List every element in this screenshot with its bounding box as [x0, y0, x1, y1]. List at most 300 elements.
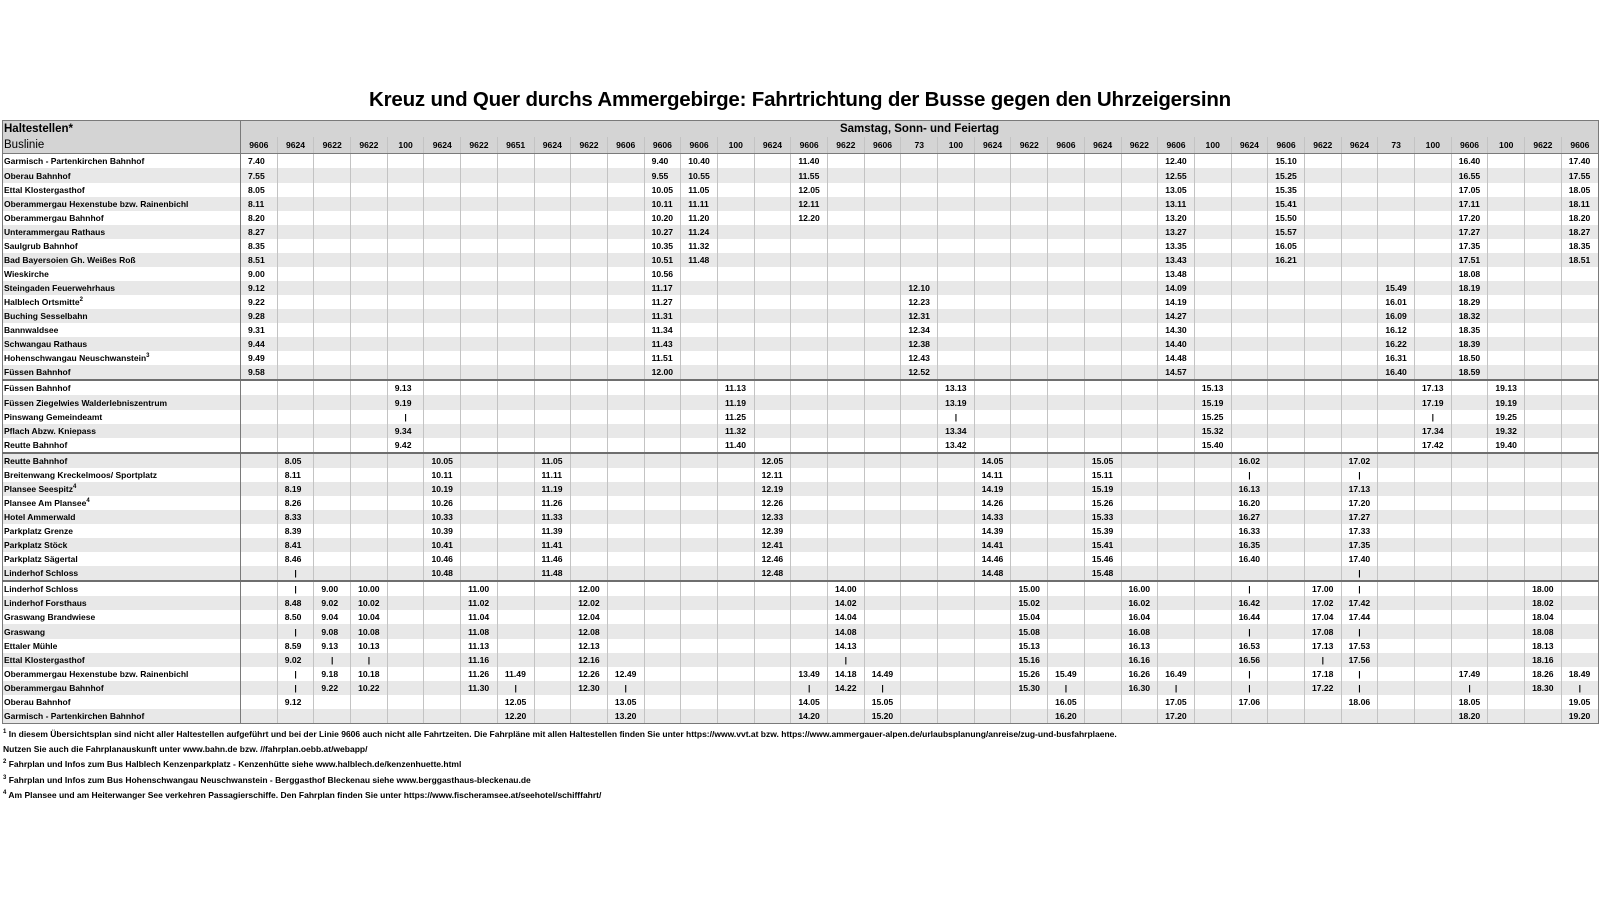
departure-time	[1415, 496, 1452, 510]
departure-time	[497, 453, 534, 468]
departure-time: 10.48	[424, 566, 461, 581]
departure-time	[277, 211, 314, 225]
departure-time	[1304, 695, 1341, 709]
departure-time	[1451, 639, 1488, 653]
departure-time	[1084, 281, 1121, 295]
departure-time	[534, 183, 571, 197]
departure-time	[828, 323, 865, 337]
departure-time	[1488, 581, 1525, 596]
departure-time	[1488, 468, 1525, 482]
departure-time	[461, 510, 498, 524]
departure-time	[938, 566, 975, 581]
departure-time	[497, 596, 534, 610]
departure-time	[1158, 552, 1195, 566]
departure-time	[1011, 295, 1048, 309]
departure-time: 18.05	[1561, 183, 1598, 197]
departure-time	[1011, 410, 1048, 424]
departure-time	[1011, 323, 1048, 337]
departure-time	[901, 610, 938, 624]
departure-time	[1415, 351, 1452, 365]
table-row	[3, 624, 1599, 638]
departure-time	[1561, 281, 1598, 295]
departure-time: 12.55	[1158, 168, 1195, 182]
departure-time: 15.39	[1084, 524, 1121, 538]
departure-time	[534, 424, 571, 438]
departure-time: 10.39	[424, 524, 461, 538]
departure-time	[1341, 183, 1378, 197]
departure-time	[1304, 709, 1341, 724]
departure-time	[1378, 681, 1415, 695]
departure-time	[1048, 267, 1085, 281]
departure-time	[424, 225, 461, 239]
departure-time	[1525, 154, 1562, 169]
departure-time: |	[497, 681, 534, 695]
stop-name: Garmisch - Partenkirchen Bahnhof	[3, 154, 241, 169]
departure-time	[1084, 295, 1121, 309]
departure-time: 8.39	[277, 524, 314, 538]
departure-time: 16.40	[1378, 365, 1415, 380]
departure-time: 11.04	[461, 610, 498, 624]
departure-time	[1231, 566, 1268, 581]
departure-time	[864, 295, 901, 309]
departure-time	[1451, 438, 1488, 453]
departure-time	[1304, 552, 1341, 566]
departure-time	[1488, 624, 1525, 638]
departure-time	[938, 581, 975, 596]
departure-time: 15.26	[1011, 667, 1048, 681]
departure-time	[1378, 168, 1415, 182]
departure-time	[1304, 267, 1341, 281]
departure-time	[1561, 453, 1598, 468]
departure-time	[1084, 424, 1121, 438]
departure-time	[1488, 524, 1525, 538]
departure-time: 9.42	[387, 438, 424, 453]
departure-time	[1451, 524, 1488, 538]
departure-time	[864, 566, 901, 581]
departure-time	[497, 496, 534, 510]
departure-time	[1048, 538, 1085, 552]
departure-time	[497, 624, 534, 638]
departure-time: |	[1048, 681, 1085, 695]
departure-time	[1268, 410, 1305, 424]
departure-time	[351, 524, 388, 538]
departure-time	[864, 410, 901, 424]
departure-time	[828, 351, 865, 365]
departure-time: 15.13	[1194, 380, 1231, 395]
departure-time	[1268, 667, 1305, 681]
bus-line-number: 100	[1415, 137, 1452, 154]
departure-time	[864, 395, 901, 409]
departure-time	[1304, 154, 1341, 169]
departure-time	[1488, 337, 1525, 351]
departure-time: 17.51	[1451, 253, 1488, 267]
departure-time	[351, 154, 388, 169]
departure-time	[1121, 424, 1158, 438]
departure-time	[1341, 281, 1378, 295]
departure-time	[1048, 482, 1085, 496]
departure-time	[864, 183, 901, 197]
departure-time	[534, 295, 571, 309]
departure-time: 17.04	[1304, 610, 1341, 624]
departure-time	[644, 581, 681, 596]
departure-time	[864, 337, 901, 351]
departure-time	[681, 524, 718, 538]
departure-time	[424, 653, 461, 667]
departure-time	[387, 168, 424, 182]
departure-time: 12.05	[497, 695, 534, 709]
footnote-marker: 4	[72, 483, 77, 490]
departure-time	[607, 337, 644, 351]
departure-time	[534, 438, 571, 453]
departure-time	[717, 154, 754, 169]
departure-time	[1121, 197, 1158, 211]
departure-time	[1268, 424, 1305, 438]
departure-time	[1525, 323, 1562, 337]
departure-time	[681, 566, 718, 581]
departure-time	[754, 380, 791, 395]
departure-time: 15.05	[1084, 453, 1121, 468]
departure-time	[607, 510, 644, 524]
departure-time	[938, 351, 975, 365]
departure-time	[534, 211, 571, 225]
departure-time	[681, 410, 718, 424]
departure-time: |	[607, 681, 644, 695]
departure-time	[387, 610, 424, 624]
departure-time	[754, 365, 791, 380]
departure-time	[1121, 309, 1158, 323]
departure-time	[717, 496, 754, 510]
departure-time	[1525, 438, 1562, 453]
departure-time	[938, 610, 975, 624]
departure-time	[461, 482, 498, 496]
departure-time	[1231, 267, 1268, 281]
departure-time: 18.35	[1451, 323, 1488, 337]
departure-time	[791, 566, 828, 581]
departure-time: 15.49	[1048, 667, 1085, 681]
departure-time	[1194, 253, 1231, 267]
departure-time	[1378, 183, 1415, 197]
departure-time	[1268, 538, 1305, 552]
departure-time	[351, 225, 388, 239]
stop-name: Linderhof Schloss	[3, 581, 241, 596]
departure-time	[314, 225, 351, 239]
departure-time	[1048, 552, 1085, 566]
bus-line-number: 9606	[864, 137, 901, 154]
departure-time	[1121, 337, 1158, 351]
departure-time	[1231, 154, 1268, 169]
footnotes	[3, 727, 1593, 803]
departure-time	[607, 225, 644, 239]
departure-time	[1378, 225, 1415, 239]
departure-time: |	[314, 653, 351, 667]
departure-time: 17.35	[1451, 239, 1488, 253]
departure-time	[571, 309, 608, 323]
departure-time	[1341, 309, 1378, 323]
departure-time	[1158, 653, 1195, 667]
departure-time	[901, 410, 938, 424]
departure-time	[901, 624, 938, 638]
departure-time	[717, 453, 754, 468]
departure-time: 10.27	[644, 225, 681, 239]
departure-time: 15.10	[1268, 154, 1305, 169]
bus-line-number: 100	[387, 137, 424, 154]
departure-time	[938, 524, 975, 538]
departure-time	[497, 365, 534, 380]
departure-time	[497, 281, 534, 295]
departure-time	[864, 168, 901, 182]
departure-time	[424, 295, 461, 309]
departure-time: 12.19	[754, 482, 791, 496]
departure-time	[1268, 496, 1305, 510]
departure-time	[351, 197, 388, 211]
departure-time	[1011, 510, 1048, 524]
departure-time	[938, 538, 975, 552]
departure-time	[277, 709, 314, 724]
departure-time: 8.05	[277, 453, 314, 468]
departure-time	[717, 197, 754, 211]
departure-time: 15.05	[864, 695, 901, 709]
departure-time: 10.35	[644, 239, 681, 253]
departure-time	[938, 154, 975, 169]
departure-time	[277, 323, 314, 337]
departure-time: 14.18	[828, 667, 865, 681]
departure-time: 14.02	[828, 596, 865, 610]
departure-time	[901, 225, 938, 239]
stop-name: Parkplatz Sägertal	[3, 552, 241, 566]
departure-time	[1158, 624, 1195, 638]
departure-time	[1048, 281, 1085, 295]
departure-time	[571, 424, 608, 438]
departure-time	[901, 667, 938, 681]
departure-time	[864, 482, 901, 496]
departure-time: 11.51	[644, 351, 681, 365]
departure-time	[644, 695, 681, 709]
departure-time	[864, 323, 901, 337]
departure-time	[351, 695, 388, 709]
bus-line-number: 9622	[1121, 137, 1158, 154]
table-row	[3, 295, 1599, 309]
departure-time: 9.00	[241, 267, 278, 281]
departure-time	[1048, 610, 1085, 624]
departure-time	[754, 225, 791, 239]
departure-time	[1011, 281, 1048, 295]
departure-time	[1048, 154, 1085, 169]
departure-time	[1525, 267, 1562, 281]
departure-time	[938, 337, 975, 351]
departure-time	[1525, 468, 1562, 482]
departure-time	[461, 323, 498, 337]
departure-time	[754, 295, 791, 309]
departure-time	[1561, 410, 1598, 424]
departure-time	[1158, 596, 1195, 610]
departure-time	[828, 281, 865, 295]
departure-time: 18.19	[1451, 281, 1488, 295]
departure-time	[241, 380, 278, 395]
departure-time	[461, 211, 498, 225]
departure-time: 15.13	[1011, 639, 1048, 653]
departure-time: 14.09	[1158, 281, 1195, 295]
departure-time	[901, 453, 938, 468]
departure-time	[938, 197, 975, 211]
departure-time	[717, 365, 754, 380]
departure-time	[461, 365, 498, 380]
departure-time	[938, 225, 975, 239]
departure-time: 17.40	[1341, 552, 1378, 566]
page-title: Kreuz und Quer durchs Ammergebirge: Fahrtrichtung der Busse gegen den Uhrzeigersinn	[369, 88, 1231, 111]
departure-time	[387, 566, 424, 581]
departure-time: 17.42	[1341, 596, 1378, 610]
departure-time	[351, 468, 388, 482]
departure-time	[1011, 552, 1048, 566]
departure-time	[974, 267, 1011, 281]
departure-time	[1194, 197, 1231, 211]
departure-time	[424, 239, 461, 253]
departure-time	[607, 610, 644, 624]
departure-time	[1525, 295, 1562, 309]
departure-time	[791, 496, 828, 510]
departure-time	[351, 351, 388, 365]
departure-time	[828, 168, 865, 182]
departure-time	[1121, 351, 1158, 365]
departure-time	[717, 337, 754, 351]
departure-time	[351, 453, 388, 468]
departure-time: 15.48	[1084, 566, 1121, 581]
departure-time: 8.48	[277, 596, 314, 610]
departure-time	[461, 154, 498, 169]
departure-time	[314, 154, 351, 169]
departure-time	[534, 667, 571, 681]
departure-time: 11.43	[644, 337, 681, 351]
departure-time: 18.32	[1451, 309, 1488, 323]
departure-time	[754, 695, 791, 709]
departure-time	[1488, 351, 1525, 365]
departure-time	[571, 365, 608, 380]
departure-time: 10.00	[351, 581, 388, 596]
departure-time: 17.20	[1158, 709, 1195, 724]
departure-time	[461, 453, 498, 468]
departure-time	[424, 610, 461, 624]
departure-time	[754, 197, 791, 211]
departure-time	[717, 351, 754, 365]
departure-time	[754, 681, 791, 695]
departure-time	[717, 309, 754, 323]
departure-time: 12.05	[754, 453, 791, 468]
departure-time	[1451, 424, 1488, 438]
departure-time	[754, 351, 791, 365]
departure-time: 18.04	[1525, 610, 1562, 624]
departure-time: 9.22	[241, 295, 278, 309]
departure-time	[938, 653, 975, 667]
departure-time	[1194, 653, 1231, 667]
departure-time	[314, 395, 351, 409]
departure-time	[314, 424, 351, 438]
departure-time	[1304, 197, 1341, 211]
departure-time	[241, 424, 278, 438]
departure-time	[681, 337, 718, 351]
departure-time: 16.27	[1231, 510, 1268, 524]
departure-time: 12.40	[1158, 154, 1195, 169]
departure-time: |	[1341, 624, 1378, 638]
departure-time	[1158, 639, 1195, 653]
departure-time	[1415, 197, 1452, 211]
departure-time	[1268, 581, 1305, 596]
departure-time: 10.55	[681, 168, 718, 182]
departure-time	[717, 211, 754, 225]
departure-time	[901, 653, 938, 667]
departure-time	[1231, 424, 1268, 438]
departure-time	[497, 552, 534, 566]
departure-time: 17.00	[1304, 581, 1341, 596]
departure-time	[1378, 581, 1415, 596]
table-row	[3, 365, 1599, 380]
departure-time: 8.51	[241, 253, 278, 267]
departure-time: 18.51	[1561, 253, 1598, 267]
stop-name: Buching Sesselbahn	[3, 309, 241, 323]
departure-time	[607, 410, 644, 424]
footnote-marker: 4	[86, 497, 90, 504]
bus-line-number: 73	[1378, 137, 1415, 154]
departure-time	[938, 253, 975, 267]
departure-time	[497, 410, 534, 424]
departure-time: 18.08	[1525, 624, 1562, 638]
departure-time: 11.19	[534, 482, 571, 496]
departure-time	[1268, 295, 1305, 309]
departure-time: 17.20	[1341, 496, 1378, 510]
departure-time	[497, 239, 534, 253]
departure-time	[314, 438, 351, 453]
departure-time	[901, 253, 938, 267]
header-row	[3, 121, 1599, 138]
departure-time	[1525, 538, 1562, 552]
table-row	[3, 610, 1599, 624]
bus-line-number: 9606	[1451, 137, 1488, 154]
table-row	[3, 667, 1599, 681]
departure-time	[1121, 168, 1158, 182]
departure-time	[1048, 337, 1085, 351]
departure-time: 14.48	[974, 566, 1011, 581]
departure-time	[1525, 211, 1562, 225]
departure-time	[277, 225, 314, 239]
stop-name: Reutte Bahnhof	[3, 438, 241, 453]
departure-time	[534, 380, 571, 395]
departure-time: 10.56	[644, 267, 681, 281]
departure-time	[1378, 253, 1415, 267]
departure-time	[1194, 610, 1231, 624]
departure-time: 12.08	[571, 624, 608, 638]
departure-time: 11.13	[717, 380, 754, 395]
departure-time	[901, 239, 938, 253]
footnote-text: In diesem Übersichtsplan sind nicht aller Haltestellen aufgeführt und bei der Linie 9606 auch nicht alle Fahrtzeiten. Die Fahrpläne mit allen Haltestellen finden Sie unter https://www.vvt.at bzw. https://www.ammergauer-alpen.de/urlaubsplanung/anreise/zug-und-busfahrplaene.	[6, 729, 1117, 739]
departure-time: 8.27	[241, 225, 278, 239]
departure-time	[461, 552, 498, 566]
departure-time	[901, 424, 938, 438]
departure-time	[424, 197, 461, 211]
departure-time: 19.25	[1488, 410, 1525, 424]
departure-time	[387, 667, 424, 681]
departure-time: 9.28	[241, 309, 278, 323]
departure-time: 12.49	[607, 667, 644, 681]
departure-time	[938, 639, 975, 653]
departure-time	[1415, 510, 1452, 524]
departure-time	[1561, 351, 1598, 365]
departure-time	[717, 510, 754, 524]
departure-time: 14.05	[974, 453, 1011, 468]
footnote-text: Nutzen Sie auch die Fahrplanauskunft unter www.bahn.de bzw. //fahrplan.oebb.at/webapp/	[3, 744, 368, 755]
departure-time	[754, 438, 791, 453]
departure-time	[314, 496, 351, 510]
departure-time	[241, 395, 278, 409]
departure-time	[241, 566, 278, 581]
